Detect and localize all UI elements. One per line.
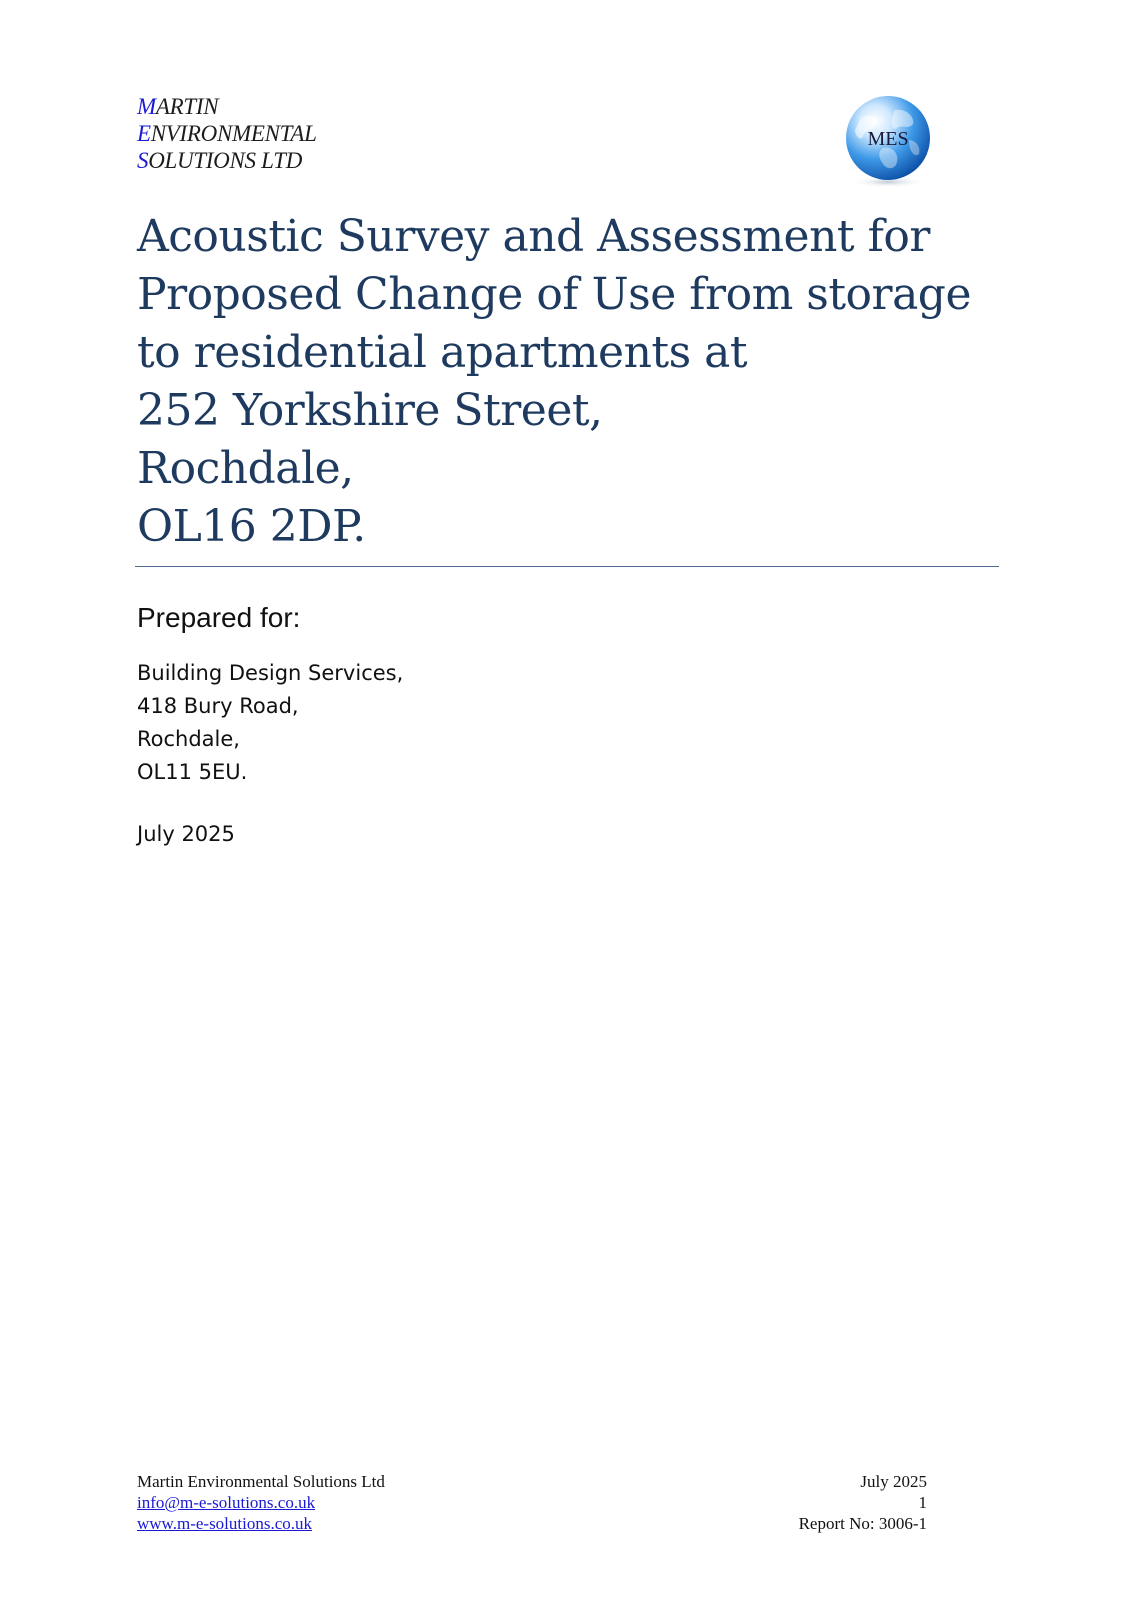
footer-company-name: Martin Environmental Solutions Ltd [137, 1472, 385, 1491]
company-logo-text [137, 93, 317, 174]
footer-email-link[interactable]: info@m-e-solutions.co.uk [137, 1493, 316, 1512]
title-line: to residential apartments at [137, 327, 748, 378]
report-date: July 2025 [137, 822, 235, 846]
footer-report-number: Report No: 3006-1 [798, 1514, 927, 1533]
logo-line-1: MARTIN [137, 94, 219, 119]
footer-report-info [799, 1471, 927, 1534]
prepared-for-heading: Prepared for: [137, 602, 301, 633]
client-address-line: Building Design Services, [137, 661, 404, 685]
title-line: OL16 2DP. [137, 501, 366, 552]
footer-date: July 2025 [860, 1472, 927, 1491]
title-line: Proposed Change of Use from storage [137, 269, 972, 320]
logo-line-3: SOLUTIONS LTD [137, 148, 302, 173]
footer-page-number: 1 [918, 1493, 927, 1512]
client-address-line: OL11 5EU. [137, 760, 248, 784]
report-title [137, 208, 1017, 556]
footer-company-info [137, 1471, 385, 1534]
globe-icon [843, 96, 933, 190]
client-address [137, 657, 403, 789]
emblem-text: MES [867, 128, 909, 150]
title-line: Rochdale, [137, 443, 354, 494]
footer-website-link[interactable]: www.m-e-solutions.co.uk [137, 1514, 313, 1533]
title-line: 252 Yorkshire Street, [137, 385, 603, 436]
mes-globe-logo-icon [843, 96, 933, 190]
title-divider [135, 566, 999, 567]
title-line: Acoustic Survey and Assessment for [137, 211, 930, 262]
logo-line-2: ENVIRONMENTAL [137, 121, 317, 146]
client-address-line: Rochdale, [137, 727, 240, 751]
client-address-line: 418 Bury Road, [137, 694, 299, 718]
